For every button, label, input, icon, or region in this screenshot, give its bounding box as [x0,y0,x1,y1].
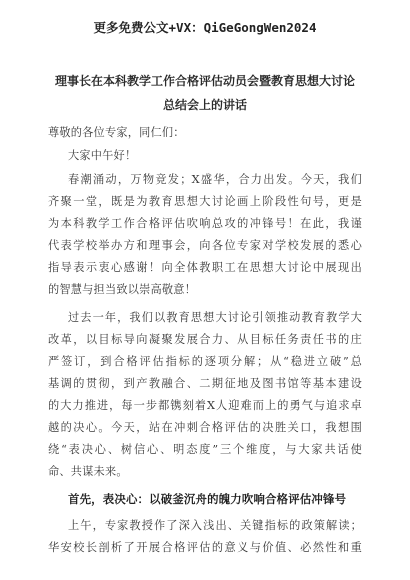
paragraph-2-line: 命、共谋未来。 [48,465,128,478]
paragraph-2-line: 绕“表决心、树信心、明态度”三个维度，与大家共话使 [48,443,362,456]
paragraph-1-line: 春潮涌动，万物竞发；X盛华，合力出发。今天，我们 [68,173,362,186]
section-heading: 首先，表决心：以破釜沉舟的魄力吹响合格评估冲锋号 [68,492,347,506]
paragraph-2-line: 严签订，到合格评估指标的逐项分解；从“稳进立破”总 [48,355,362,368]
header-banner: 更多免费公文+VX：QiGeGongWen2024 [93,20,317,35]
paragraph-2-line: 过去一年，我们以教育思想大讨论引领推动教育教学大 [68,311,362,324]
paragraph-1-line: 齐聚一堂，既是为教育思想大讨论画上阶段性句号，更是 [48,195,362,208]
paragraph-2-line: 的大力推进，每一步都镌刻着X人迎难而上的勇气与追求卓 [48,399,362,412]
paragraph-3-line: 上午，专家教授作了深入浅出、关键指标的政策解读； [68,519,362,532]
paragraph-1-line: 指导表示衷心感谢！向全体教职工在思想大讨论中展现出 [48,261,362,274]
document-title-line-2: 总结会上的讲话 [162,98,247,112]
paragraph-1-line: 为本科教学工作合格评估吹响总攻的冲锋号！在此，我谨 [48,217,362,230]
paragraph-2-line: 越的决心。今天，站在冲刺合格评估的决胜关口，我想围 [48,421,362,434]
paragraph-3-line: 华安校长剖析了开展合格评估的意义与价值、必然性和重 [48,541,362,554]
salutation: 尊敬的各位专家，同仁们： [48,126,185,139]
paragraph-2-line: 基调的贯彻，到产教融合、二期征地及图书馆等基本建设 [48,377,362,390]
paragraph-1-line: 代表学校举办方和理事会，向各位专家对学校发展的悉心 [48,239,362,252]
paragraph-1-line: 的智慧与担当致以崇高敬意！ [48,283,197,296]
paragraph-2-line: 改革，以目标导向凝聚发展合力、从目标任务责任书的庄 [48,333,362,346]
greeting: 大家中午好！ [68,149,137,162]
document-title-line-1: 理事长在本科教学工作合格评估动员会暨教育思想大讨论 [54,74,355,88]
